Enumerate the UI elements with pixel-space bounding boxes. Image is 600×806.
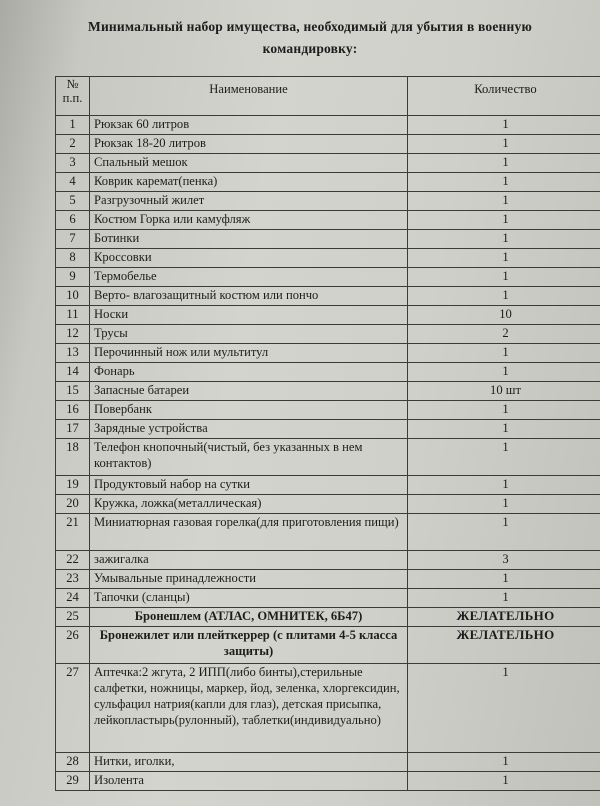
header-num: № п.п.: [56, 77, 90, 116]
row-qty: 1: [408, 363, 600, 382]
table-row: [56, 495, 600, 514]
table-row: [56, 230, 600, 249]
table-row: [56, 401, 600, 420]
row-num: 10: [56, 287, 90, 306]
table-row: [56, 116, 600, 135]
row-name: Термобелье: [90, 268, 408, 287]
row-name: Аптечка:2 жгута, 2 ИПП(либо бинты),стерильные салфетки, ножницы, маркер, йод, зеленка, хлоргексидин, сульфацил натрия(капли для глаз), детская присыпка, лейкопластырь(рулонный), таблетки(индивидуально): [90, 664, 408, 753]
row-name: Повербанк: [90, 401, 408, 420]
row-num: 11: [56, 306, 90, 325]
row-qty: 1: [408, 211, 600, 230]
table-row: [56, 211, 600, 230]
table-row: [56, 268, 600, 287]
row-num: 2: [56, 135, 90, 154]
row-qty: 1: [408, 230, 600, 249]
row-name: зажигалка: [90, 551, 408, 570]
row-qty: 1: [408, 135, 600, 154]
row-num: 6: [56, 211, 90, 230]
row-name: Умывальные принадлежности: [90, 570, 408, 589]
row-num: 17: [56, 420, 90, 439]
table-row: [56, 476, 600, 495]
row-num: 7: [56, 230, 90, 249]
table-row: [56, 173, 600, 192]
row-name: Миниатюрная газовая горелка(для приготовления пищи): [90, 514, 408, 551]
row-qty: 1: [408, 495, 600, 514]
table-row: [56, 664, 600, 753]
row-name: Нитки, иголки,: [90, 753, 408, 772]
row-qty: 1: [408, 401, 600, 420]
row-name: Перочинный нож или мультитул: [90, 344, 408, 363]
table-row: [56, 154, 600, 173]
row-qty: 2: [408, 325, 600, 344]
row-num: 21: [56, 514, 90, 551]
row-num: 12: [56, 325, 90, 344]
row-num: 25: [56, 608, 90, 627]
row-qty: 10: [408, 306, 600, 325]
row-qty: 1: [408, 192, 600, 211]
row-name: Коврик каремат(пенка): [90, 173, 408, 192]
row-qty: 1: [408, 287, 600, 306]
row-num: 1: [56, 116, 90, 135]
row-num: 18: [56, 439, 90, 476]
row-name: Продуктовый набор на сутки: [90, 476, 408, 495]
row-qty: 1: [408, 476, 600, 495]
table-row: [56, 192, 600, 211]
row-qty: 1: [408, 439, 600, 476]
row-qty: 1: [408, 268, 600, 287]
row-num: 3: [56, 154, 90, 173]
row-name: Рюкзак 18-20 литров: [90, 135, 408, 154]
table-row: [56, 249, 600, 268]
row-name: Бронежилет или плейткеррер (с плитами 4-5 класса защиты): [90, 627, 408, 664]
row-name: Спальный мешок: [90, 154, 408, 173]
row-qty: 1: [408, 173, 600, 192]
equipment-table: [55, 76, 600, 791]
row-num: 15: [56, 382, 90, 401]
row-name: Зарядные устройства: [90, 420, 408, 439]
row-qty: 1: [408, 589, 600, 608]
row-name: Ботинки: [90, 230, 408, 249]
row-name: Разгрузочный жилет: [90, 192, 408, 211]
row-num: 29: [56, 772, 90, 791]
header-qty: Количество: [408, 77, 600, 116]
table-row: [56, 287, 600, 306]
row-name: Тапочки (сланцы): [90, 589, 408, 608]
row-num: 8: [56, 249, 90, 268]
row-num: 9: [56, 268, 90, 287]
row-qty: 1: [408, 249, 600, 268]
document-title: Минимальный набор имущества, необходимый для убытия в военную командировку:: [88, 19, 532, 56]
row-num: 24: [56, 589, 90, 608]
row-qty: 10 шт: [408, 382, 600, 401]
header-name: Наименование: [90, 77, 408, 116]
row-num: 26: [56, 627, 90, 664]
table-row: [56, 570, 600, 589]
row-qty: 1: [408, 420, 600, 439]
table-row: [56, 551, 600, 570]
table-row: [56, 344, 600, 363]
row-qty: 1: [408, 154, 600, 173]
row-num: 19: [56, 476, 90, 495]
row-qty: 1: [408, 772, 600, 791]
row-name: Кружка, ложка(металлическая): [90, 495, 408, 514]
table-row: [56, 439, 600, 476]
row-qty: 1: [408, 116, 600, 135]
table-row: [56, 753, 600, 772]
table-header-row: [56, 77, 600, 116]
row-num: 28: [56, 753, 90, 772]
table-row: [56, 420, 600, 439]
row-name: Рюкзак 60 литров: [90, 116, 408, 135]
row-name: Телефон кнопочный(чистый, без указанных в нем контактов): [90, 439, 408, 476]
row-name: Запасные батареи: [90, 382, 408, 401]
table-row: [56, 772, 600, 791]
row-num: 22: [56, 551, 90, 570]
table-row: [56, 608, 600, 627]
row-name: Изолента: [90, 772, 408, 791]
row-num: 20: [56, 495, 90, 514]
row-num: 27: [56, 664, 90, 753]
table-row: [56, 363, 600, 382]
row-num: 5: [56, 192, 90, 211]
row-name: Кроссовки: [90, 249, 408, 268]
row-name: Трусы: [90, 325, 408, 344]
table-row: [56, 589, 600, 608]
row-num: 16: [56, 401, 90, 420]
row-qty: 1: [408, 344, 600, 363]
row-qty: 1: [408, 570, 600, 589]
row-num: 14: [56, 363, 90, 382]
table-row: [56, 382, 600, 401]
row-num: 4: [56, 173, 90, 192]
row-qty: ЖЕЛАТЕЛЬНО: [408, 627, 600, 664]
row-qty: ЖЕЛАТЕЛЬНО: [408, 608, 600, 627]
row-num: 23: [56, 570, 90, 589]
table-row: [56, 325, 600, 344]
table-row: [56, 306, 600, 325]
table-row: [56, 627, 600, 664]
row-name: Верто- влагозащитный костюм или пончо: [90, 287, 408, 306]
table-row: [56, 514, 600, 551]
row-qty: 1: [408, 753, 600, 772]
row-qty: 3: [408, 551, 600, 570]
row-name: Фонарь: [90, 363, 408, 382]
table-row: [56, 135, 600, 154]
row-name: Костюм Горка или камуфляж: [90, 211, 408, 230]
row-num: 13: [56, 344, 90, 363]
row-qty: 1: [408, 664, 600, 753]
row-name: Носки: [90, 306, 408, 325]
row-name: Бронешлем (АТЛАС, ОМНИТЕК, 6Б47): [90, 608, 408, 627]
row-qty: 1: [408, 514, 600, 551]
